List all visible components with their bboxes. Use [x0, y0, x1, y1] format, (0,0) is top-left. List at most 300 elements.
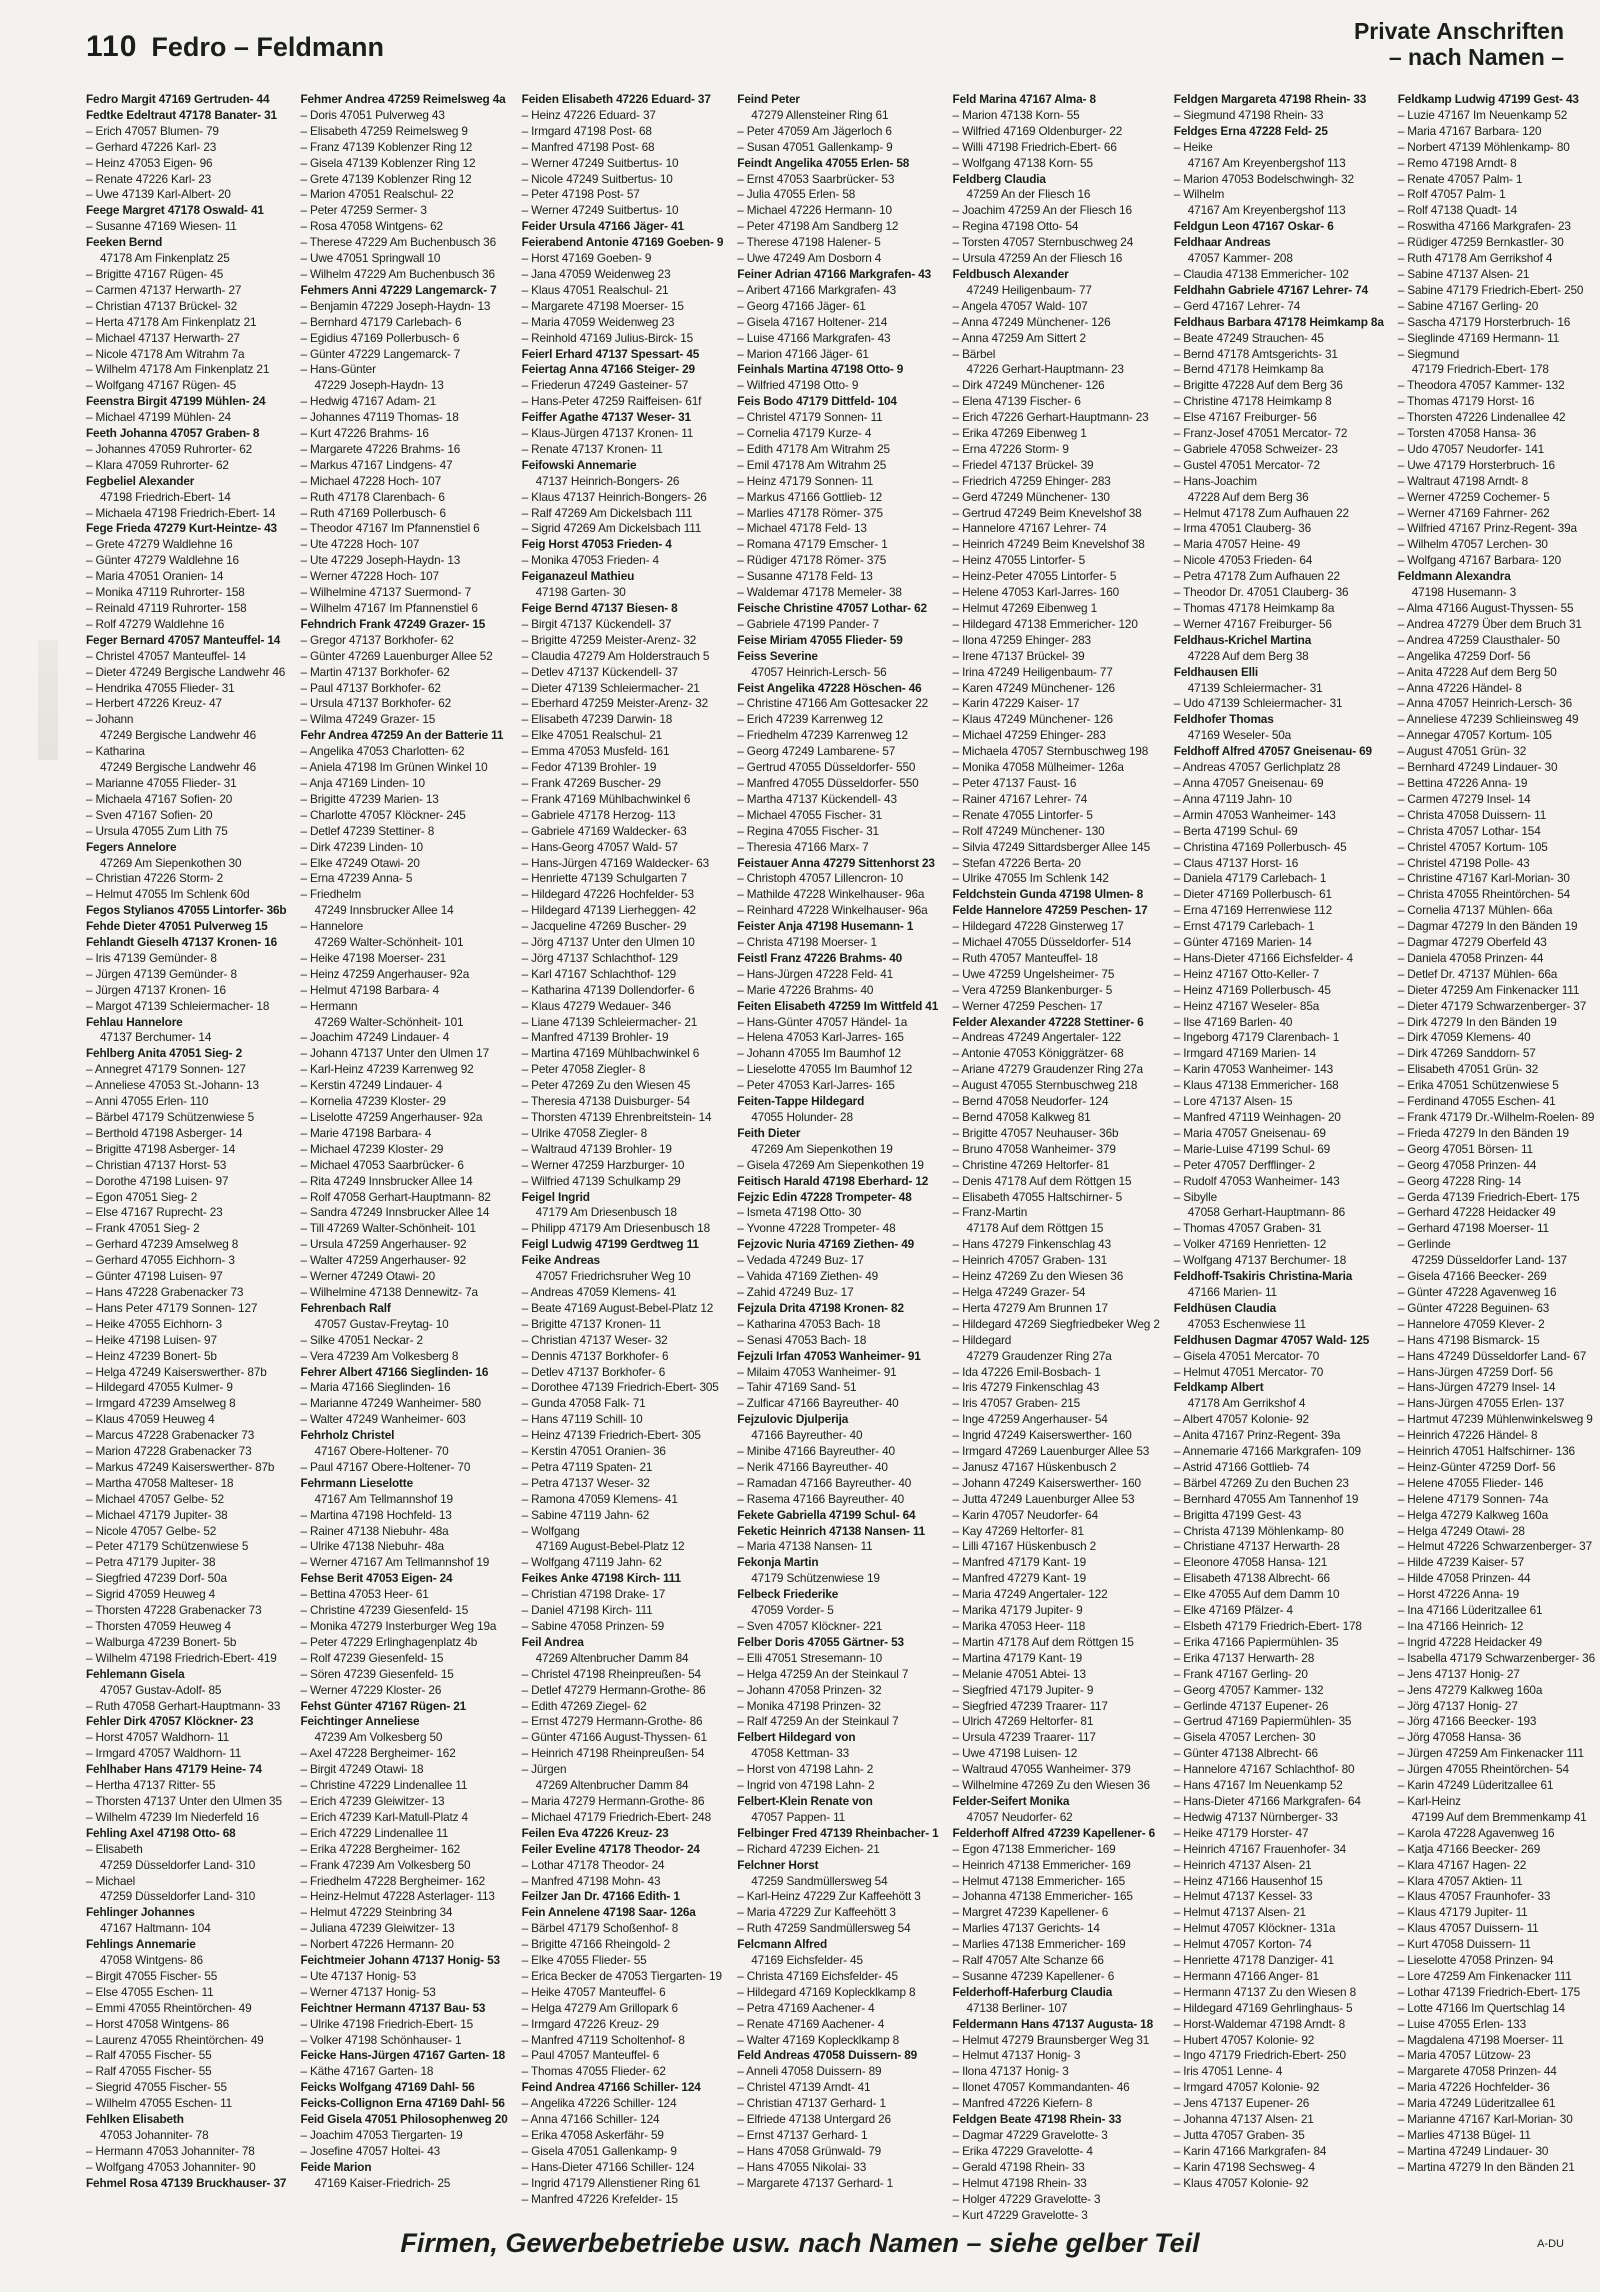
- listing-entry: Feege Margret 47178 Oswald- 41: [86, 203, 264, 218]
- listing-entry: Feldermann Hans 47137 Augusta- 18: [952, 2016, 1154, 2031]
- listing-entry: – Helmut 47051 Mercator- 70: [1173, 1364, 1324, 1379]
- listing-entry: – Daniela 47058 Prinzen- 44: [1397, 950, 1544, 965]
- listing-entry: – Luzie 47167 Im Neuenkamp 52: [1397, 107, 1568, 122]
- listing-entry: – Ariane 47279 Graudenzer Ring 27a: [952, 1062, 1143, 1077]
- listing-entry: – Ramona 47059 Klemens- 41: [521, 1491, 678, 1506]
- listing-entry: – Benjamin 47229 Joseph-Haydn- 13: [300, 298, 491, 313]
- listing-entry: – Ingrid 47249 Kaiserswerther- 160: [952, 1428, 1132, 1443]
- listing-entry: Fedro Margit 47169 Gertruden- 44: [86, 92, 270, 106]
- listing-entry: – Ruth 47169 Pollerbusch- 6: [300, 505, 446, 520]
- listing-entry: – Hans 47167 Im Neuenkamp 52: [1173, 1778, 1343, 1793]
- listing-entry: – Heike 47179 Horster- 47: [1173, 1825, 1309, 1840]
- listing-entry: – Elke 47169 Pfälzer- 4: [1173, 1603, 1293, 1618]
- listing-entry: – Hans-Georg 47057 Wald- 57: [521, 839, 678, 854]
- listing-entry: 47139 Schleiermacher- 31: [1187, 680, 1323, 695]
- listing-entry: – Birgit 47137 Kückendell- 37: [521, 616, 672, 631]
- listing-entry: – Renate 47169 Aachener- 4: [737, 2016, 885, 2031]
- listing-entry: Feldgun Leon 47167 Oskar- 6: [1173, 219, 1334, 234]
- listing-entry: Feigl Ludwig 47199 Gerdtweg 11: [521, 1237, 699, 1252]
- listing-entry: – Helmut 47178 Zum Aufhauen 22: [1173, 505, 1349, 520]
- listing-entry: – Martina 47198 Hochfeld- 13: [300, 1507, 452, 1522]
- listing-entry: – Werner 47137 Honig- 53: [300, 1984, 436, 1999]
- listing-entry: – Beate 47169 August-Bebel-Platz 12: [521, 1300, 714, 1315]
- listing-entry: – Frank 47167 Gerling- 20: [1173, 1666, 1308, 1681]
- listing-entry: – Hans Peter 47179 Sonnen- 127: [86, 1300, 258, 1315]
- listing-entry: – Marika 47053 Heer- 118: [952, 1619, 1086, 1633]
- listing-entry: – Johann 47058 Prinzen- 32: [737, 1682, 882, 1697]
- listing-entry: – Anna 47166 Schiller- 124: [521, 2112, 660, 2127]
- listing-entry: – Marlies 47137 Gerichts- 14: [952, 1921, 1100, 1936]
- listing-entry: – Lilli 47167 Hüskenbusch 2: [952, 1539, 1097, 1554]
- listing-entry: – Elke 47249 Otawi- 20: [300, 855, 420, 870]
- listing-entry: – Detlef Dr. 47137 Mühlen- 66a: [1397, 966, 1558, 981]
- listing-entry: – Gerhard 47198 Moerser- 11: [1397, 1221, 1549, 1236]
- listing-entry: – Romana 47179 Emscher- 1: [737, 537, 888, 552]
- listing-entry: – Karl 47167 Schlachthof- 129: [521, 966, 677, 981]
- listing-entry: – Maria 47279 Hermann-Grothe- 86: [521, 1793, 705, 1808]
- listing-entry: 47198 Husemann- 3: [1411, 585, 1517, 600]
- listing-entry: – Ursula 47137 Borkhofer- 62: [300, 696, 452, 711]
- listing-entry: – Frieda 47279 In den Bänden 19: [1397, 1125, 1569, 1140]
- listing-entry: – Christel 47198 Polle- 43: [1397, 855, 1530, 870]
- listing-entry: – Marion 47053 Bodelschwingh- 32: [1173, 171, 1354, 186]
- listing-entry: – Irene 47137 Brückel- 39: [952, 648, 1085, 663]
- listing-entry: – Klaus 47057 Duissern- 11: [1397, 1921, 1539, 1936]
- listing-entry: – Ralf 47057 Alte Schanze 66: [952, 1953, 1104, 1968]
- listing-entry: – Dennis 47137 Borkhofer- 6: [521, 1348, 669, 1363]
- listing-entry: – Ruth 47178 Clarenbach- 6: [300, 489, 445, 504]
- listing-entry: – Wolfgang 47167 Rügen- 45: [86, 378, 237, 393]
- listing-entry: 47249 Bergische Landwehr 46: [100, 728, 256, 743]
- listing-entry: Feicks-Collignon Erna 47169 Dahl- 56: [300, 2096, 505, 2111]
- listing-entry: Feldhahn Gabriele 47167 Lehrer- 74: [1173, 282, 1368, 297]
- listing-entry: – Bernhard 47179 Carlebach- 6: [300, 314, 462, 329]
- listing-entry: – Hans-Günter: [300, 362, 376, 377]
- listing-entry: – Irina 47249 Heiligenbaum- 77: [952, 664, 1113, 679]
- listing-entry: 47167 Haltmann- 104: [100, 1921, 211, 1936]
- listing-entry: – Edith 47269 Ziegel- 62: [521, 1698, 647, 1713]
- listing-entry: – Gerhard 47055 Eichhorn- 3: [86, 1253, 235, 1268]
- listing-entry: Feldberg Claudia: [952, 171, 1046, 186]
- listing-entry: – Maria 47057 Gneisenau- 69: [1173, 1125, 1326, 1140]
- listing-entry: – Katharina 47139 Dollendorfer- 6: [521, 982, 695, 997]
- listing-entry: – Christian 47137 Weser- 32: [521, 1332, 668, 1347]
- listing-entry: – Maria 47051 Oranien- 14: [86, 569, 224, 584]
- listing-entry: – Michael 47178 Feld- 13: [737, 521, 867, 536]
- listing-entry: – Peter 47198 Am Sandberg 12: [737, 219, 899, 234]
- listing-entry: – Friedhelm 47239 Karrenweg 12: [737, 728, 908, 743]
- listing-entry: – Werner 47249 Suitbertus- 10: [521, 203, 679, 218]
- listing-entry: Feeth Johanna 47057 Graben- 8: [86, 426, 260, 441]
- listing-entry: – Anni 47055 Erlen- 110: [86, 1094, 209, 1109]
- listing-entry: – Heinz 47167 Otto-Keller- 7: [1173, 966, 1320, 981]
- listing-entry: – Nicole 47178 Am Witrahm 7a: [86, 346, 245, 361]
- listing-entry: – Georg 47166 Jäger- 61: [737, 298, 866, 313]
- listing-entry: Fejzulovic Djulperija: [737, 1412, 849, 1427]
- listing-entry: – Joachim 47053 Tiergarten- 19: [300, 2128, 463, 2142]
- listing-entry: – Carmen 47137 Herwarth- 27: [86, 282, 242, 297]
- listing-entry: – Berthold 47198 Asberger- 14: [86, 1125, 243, 1140]
- listing-entry: Feldchstein Gunda 47198 Ulmen- 8: [952, 887, 1144, 902]
- listing-entry: Fege Frieda 47279 Kurt-Heintze- 43: [86, 521, 277, 536]
- listing-entry: – Carmen 47279 Insel- 14: [1397, 791, 1531, 806]
- listing-entry: – Jens 47137 Honig- 27: [1397, 1666, 1520, 1681]
- listing-entry: – Birgit 47055 Fischer- 55: [86, 1968, 218, 1983]
- listing-entry: – Uwe 47139 Karl-Albert- 20: [86, 187, 231, 202]
- listing-entry: – Renate 47057 Palm- 1: [1397, 171, 1523, 186]
- listing-entry: – Dirk 47269 Sanddorn- 57: [1397, 1046, 1536, 1061]
- listing-entry: – Christa 47139 Möhlenkamp- 80: [1173, 1523, 1344, 1538]
- listing-entry: – Helmut 47055 Im Schlenk 60d: [86, 887, 250, 902]
- listing-entry: Fehlemann Gisela: [86, 1666, 185, 1681]
- listing-entry: – Gisela 47057 Lerchen- 30: [1173, 1730, 1316, 1745]
- listing-entry: – Heinrich 47249 Beim Knevelshof 38: [952, 537, 1145, 552]
- listing-entry: – Christian 47226 Storm- 2: [86, 871, 224, 886]
- listing-entry: – Helmut 47138 Emmericher- 165: [952, 1873, 1126, 1888]
- listing-entry: – Petra 47178 Zum Aufhauen 22: [1173, 569, 1340, 584]
- listing-entry: Felder Alexander 47228 Stettiner- 6: [952, 1014, 1144, 1029]
- listing-entry: – Hartmut 47239 Mühlenwinkelsweg 9: [1397, 1412, 1593, 1427]
- listing-entry: – Friedhelm: [300, 887, 362, 902]
- listing-entry: – Christiane 47137 Herwarth- 28: [1173, 1539, 1340, 1554]
- listing-entry: – Hildegard: [952, 1332, 1012, 1347]
- listing-entry: Felbert-Klein Renate von: [737, 1793, 873, 1808]
- listing-entry: 47269 Walter-Schönheit- 101: [314, 1014, 464, 1029]
- listing-entry: – Martin 47137 Borkhofer- 62: [300, 664, 450, 679]
- listing-entry: – Wolfgang: [521, 1523, 580, 1538]
- listing-entry: – Friedel 47137 Brückel- 39: [952, 457, 1094, 472]
- listing-entry: – Werner 47169 Fahrner- 262: [1397, 505, 1550, 520]
- listing-entry: Felderhoff Alfred 47239 Kapellener- 6: [952, 1825, 1156, 1840]
- listing-entry: – Horst-Waldemar 47198 Arndt- 8: [1173, 2016, 1346, 2031]
- listing-entry: Feiertag Anna 47166 Steiger- 29: [521, 362, 695, 377]
- listing-entry: – Wilhelm 47239 Im Niederfeld 16: [86, 1809, 259, 1824]
- listing-entry: – Peter 47179 Schützenwiese 5: [86, 1539, 249, 1554]
- listing-entry: – Mathilde 47228 Winkelhauser- 96a: [737, 887, 925, 902]
- listing-entry: Feeken Bernd: [86, 235, 163, 250]
- listing-entry: – Therese 47198 Halener- 5: [737, 235, 881, 250]
- listing-entry: Fehlberg Anita 47051 Sieg- 2: [86, 1046, 242, 1061]
- listing-entry: – Georg 47228 Ring- 14: [1397, 1173, 1522, 1188]
- listing-entry: – Brigitte 47167 Rügen- 45: [86, 266, 224, 281]
- listing-entry: – Dagmar 47279 Oberfeld 43: [1397, 935, 1547, 950]
- listing-entry: – Annemarie 47166 Markgrafen- 109: [1173, 1444, 1361, 1459]
- listing-entry: – Detlev 47137 Kückendell- 37: [521, 664, 678, 679]
- listing-entry: – Hans 47249 Düsseldorfer Land- 67: [1397, 1348, 1587, 1363]
- listing-entry: – Helga 47259 An der Steinkaul 7: [737, 1666, 909, 1681]
- listing-entry: – Hans-Jürgen 47259 Dorf- 56: [1397, 1364, 1553, 1379]
- listing-entry: – Michael 47239 Kloster- 29: [300, 1141, 444, 1156]
- listing-entry: – Werner 47228 Hoch- 107: [300, 569, 439, 584]
- listing-entry: – Bernd 47178 Heimkamp 8a: [1173, 362, 1324, 377]
- listing-entry: – Marie 47226 Brahms- 40: [737, 982, 874, 997]
- listing-entry: – Sabine 47137 Alsen- 21: [1397, 266, 1530, 281]
- listing-entry: – Reinhold 47169 Julius-Birck- 15: [521, 330, 694, 345]
- listing-entry: Felbeck Friederike: [737, 1587, 839, 1602]
- listing-entry: – Wilhelmine 47137 Suermond- 7: [300, 585, 472, 600]
- listing-entry: – Birgit 47249 Otawi- 18: [300, 1762, 424, 1777]
- listing-entry: – Paul 47137 Borkhofer- 62: [300, 680, 441, 695]
- listing-entry: – Sabine 47167 Gerling- 20: [1397, 298, 1539, 313]
- listing-entry: – Thorsten 47139 Ehrenbreitstein- 14: [521, 1110, 712, 1124]
- listing-entry: Feldkamp Ludwig 47199 Gest- 43: [1397, 92, 1579, 106]
- listing-entry: – Peter 47057 Derfflinger- 2: [1173, 1157, 1315, 1172]
- listing-entry: – Jürgen 47259 Am Finkenacker 111: [1397, 1746, 1584, 1761]
- listing-entry: – Michael 47179 Jupiter- 38: [86, 1507, 228, 1522]
- listing-entry: 47166 Bayreuther- 40: [751, 1428, 863, 1443]
- listing-entry: – Sven 47167 Sofien- 20: [86, 807, 213, 822]
- listing-entry: – Heinrich 47226 Händel- 8: [1397, 1428, 1538, 1443]
- listing-entry: – Margret 47239 Kapellener- 6: [952, 1905, 1109, 1920]
- listing-entry: Fejzuli Irfan 47053 Wanheimer- 91: [737, 1348, 921, 1363]
- listing-entry: – Maria 47249 Angertaler- 122: [952, 1587, 1108, 1602]
- listing-entry: 47169 August-Bebel-Platz 12: [535, 1539, 685, 1554]
- listing-entry: – Helene 47055 Flieder- 146: [1397, 1475, 1544, 1490]
- listing-entry: – Magdalena 47198 Moerser- 11: [1397, 2032, 1564, 2047]
- listing-entry: Feldhusen Dagmar 47057 Wald- 125: [1173, 1332, 1370, 1347]
- listing-entry: Feenstra Birgit 47199 Mühlen- 24: [86, 394, 266, 409]
- listing-entry: – Margot 47139 Schleiermacher- 18: [86, 998, 270, 1013]
- listing-entry: 47259 Düsseldorfer Land- 310: [100, 1857, 256, 1872]
- listing-entry: – Markus 47249 Kaiserswerther- 87b: [86, 1459, 275, 1474]
- listing-entry: – Hans-Peter 47259 Raiffeisen- 61f: [521, 394, 702, 409]
- listing-entry: – Hermann: [300, 998, 358, 1013]
- listing-entry: Fegbeliel Alexander: [86, 473, 195, 488]
- listing-entry: – Dorothee 47139 Friedrich-Ebert- 305: [521, 1380, 719, 1395]
- listing-entry: – Erich 47057 Blumen- 79: [86, 123, 219, 138]
- listing-entry: – Dorothe 47198 Luisen- 97: [86, 1173, 229, 1188]
- listing-entry: – Else 47167 Freiburger- 56: [1173, 410, 1317, 425]
- listing-entry: – Iris 47139 Gemünder- 8: [86, 950, 217, 965]
- listing-entry: – Gerald 47198 Rhein- 33: [952, 2159, 1085, 2174]
- listing-entry: – Sascha 47179 Horsterbruch- 16: [1397, 314, 1571, 329]
- listing-entry: Feldges Erna 47228 Feld- 25: [1173, 123, 1328, 138]
- listing-entry: – Johann 47249 Kaiserswerther- 160: [952, 1475, 1141, 1490]
- side-watermark: [38, 640, 58, 760]
- listing-entry: – Heinz 47166 Hausenhof 15: [1173, 1873, 1323, 1888]
- listing-entry: 47169 Kaiser-Friedrich- 25: [314, 2175, 451, 2190]
- listing-entry: – Alma 47166 August-Thyssen- 55: [1397, 601, 1574, 615]
- listing-entry: – Käthe 47167 Garten- 18: [300, 2064, 434, 2079]
- listing-entry: – Kerstin 47051 Oranien- 36: [521, 1444, 666, 1459]
- listing-entry: – Ruth 47178 Am Gerrikshof 4: [1397, 251, 1553, 266]
- listing-entry: – Katja 47166 Beecker- 269: [1397, 1841, 1541, 1856]
- listing-entry: 47057 Kammer- 208: [1187, 251, 1293, 266]
- listing-entry: – Peter 47058 Ziegler- 8: [521, 1062, 646, 1077]
- listing-entry: – Margarete 47198 Moerser- 15: [521, 298, 684, 313]
- listing-entry: – Walter 47169 Koplecklkamp 8: [737, 2032, 900, 2047]
- listing-entry: – Isabella 47179 Schwarzenberger- 36: [1397, 1650, 1595, 1665]
- listing-entry: – Rolf 47239 Giesenfeld- 15: [300, 1650, 444, 1665]
- listing-entry: – Hermann 47166 Anger- 81: [1173, 1968, 1319, 1983]
- listing-entry: – Marie 47198 Barbara- 4: [300, 1125, 432, 1140]
- listing-entry: Fehlandt Gieselh 47137 Kronen- 16: [86, 935, 278, 950]
- listing-entry: – Margarete 47058 Prinzen- 44: [1397, 2064, 1557, 2079]
- listing-entry: – Nicole 47057 Gelbe- 52: [86, 1523, 217, 1538]
- listing-entry: Feide Marion: [300, 2159, 372, 2174]
- listing-entry: – Elke 47055 Flieder- 55: [521, 1953, 647, 1968]
- listing-entry: Feldhausen Elli: [1173, 664, 1259, 679]
- listing-entry: – Hans-Jürgen 47228 Feld- 41: [737, 966, 894, 981]
- listing-entry: – Maria 47249 Lüderitzallee 61: [1397, 2096, 1556, 2111]
- listing-entry: – Werner 47259 Cochemer- 5: [1397, 489, 1550, 504]
- listing-entry: – Christian 47198 Drake- 17: [521, 1587, 666, 1602]
- listing-column: [737, 92, 938, 2223]
- listing-entry: – Bärbel: [952, 346, 996, 361]
- listing-entry: 47198 Friedrich-Ebert- 14: [100, 489, 231, 504]
- listing-entry: – Christine 47166 Am Gottesacker 22: [737, 696, 929, 711]
- listing-entry: – Johannes 47059 Ruhrorter- 62: [86, 441, 253, 456]
- listing-entry: – Anja 47169 Linden- 10: [300, 775, 425, 790]
- listing-column: [86, 92, 286, 2223]
- listing-entry: – Waltraud 47055 Wanheimer- 379: [952, 1762, 1131, 1777]
- listing-entry: – Josefine 47057 Holtei- 43: [300, 2143, 441, 2158]
- listing-entry: – Marianne 47055 Flieder- 31: [86, 775, 237, 790]
- listing-entry: – Ursula 47259 Angerhauser- 92: [300, 1237, 467, 1252]
- listing-entry: – Siegmund: [1397, 346, 1460, 361]
- listing-entry: – Anna 47259 Am Sittert 2: [952, 330, 1086, 345]
- listing-entry: Feise Miriam 47055 Flieder- 59: [737, 632, 903, 647]
- listing-entry: – Christoph 47057 Lillencron- 10: [737, 871, 903, 886]
- listing-entry: – Marika 47179 Jupiter- 9: [952, 1603, 1083, 1618]
- listing-entry: – Udo 47139 Schleiermacher- 31: [1173, 696, 1343, 711]
- listing-entry: 47269 Altenbrucher Damm 84: [535, 1778, 689, 1793]
- listing-entry: – Hans 47055 Nikolai- 33: [737, 2159, 867, 2174]
- listing-entry: – Rüdiger 47259 Bernkastler- 30: [1397, 235, 1564, 250]
- listing-entry: – Rosa 47058 Wintgens- 62: [300, 219, 443, 234]
- listing-entry: Fejzovic Nuria 47169 Ziethen- 49: [737, 1237, 915, 1252]
- listing-entry: Feldmann Alexandra: [1397, 569, 1511, 584]
- listing-entry: – Ralf 47259 An der Steinkaul 7: [737, 1714, 899, 1729]
- listing-entry: – Uwe 47259 Ungelsheimer- 75: [952, 966, 1115, 981]
- listing-entry: – Gisela 47166 Beecker- 269: [1397, 1269, 1547, 1284]
- listing-entry: – Dieter 47169 Pollerbusch- 61: [1173, 887, 1332, 902]
- listing-entry: – Egon 47051 Sieg- 2: [86, 1189, 198, 1204]
- listing-entry: 47055 Holunder- 28: [751, 1110, 853, 1124]
- listing-entry: – Jörg 47137 Honig- 27: [1397, 1698, 1518, 1713]
- listing-entry: – Renate 47137 Kronen- 11: [521, 441, 663, 456]
- listing-entry: Feldhüsen Claudia: [1173, 1300, 1277, 1315]
- listing-entry: – Liane 47139 Schleiermacher- 21: [521, 1014, 698, 1029]
- listing-entry: – Ernst 47279 Hermann-Grothe- 86: [521, 1714, 703, 1729]
- listing-entry: – Werner 47249 Suitbertus- 10: [521, 155, 679, 170]
- listing-entry: – Gabriele 47178 Herzog- 113: [521, 807, 676, 822]
- listing-entry: – Frank 47169 Mühlbachwinkel 6: [521, 791, 691, 806]
- listing-entry: – Elsbeth 47179 Friedrich-Ebert- 178: [1173, 1619, 1362, 1633]
- listing-entry: – Uwe 47179 Horsterbruch- 16: [1397, 457, 1555, 472]
- listing-entry: – Ulrich 47269 Heltorfer- 81: [952, 1714, 1094, 1729]
- listing-entry: – Walburga 47239 Bonert- 5b: [86, 1634, 237, 1649]
- listing-entry: Fegos Stylianos 47055 Lintorfer- 36b: [86, 903, 287, 918]
- listing-entry: – Henriette 47139 Schulgarten 7: [521, 871, 687, 886]
- page-number: 110: [86, 30, 138, 63]
- listing-entry: – Theodora 47057 Kammer- 132: [1397, 378, 1565, 393]
- listing-entry: Fehling Axel 47198 Otto- 68: [86, 1825, 236, 1840]
- listing-entry: – Till 47269 Walter-Schönheit- 101: [300, 1221, 476, 1236]
- listing-entry: Feilen Eva 47226 Kreuz- 23: [521, 1825, 669, 1840]
- listing-entry: – Heinrich 47198 Rheinpreußen- 54: [521, 1746, 705, 1761]
- listing-entry: – Gunda 47058 Falk- 71: [521, 1396, 646, 1411]
- listing-entry: 47259 Düsseldorfer Land- 137: [1411, 1253, 1567, 1268]
- listing-entry: – Bernd 47178 Amtsgerichts- 31: [1173, 346, 1338, 361]
- listing-entry: – Elisabeth 47051 Grün- 32: [1397, 1062, 1539, 1077]
- listing-entry: – Helmut 47229 Steinbring 34: [300, 1905, 453, 1920]
- listing-entry: – Christel 47057 Kortum- 105: [1397, 839, 1548, 854]
- listing-entry: – Wolfgang 47137 Berchumer- 18: [1173, 1253, 1347, 1268]
- listing-entry: – Angelika 47259 Dorf- 56: [1397, 648, 1531, 663]
- listing-entry: – Therese 47229 Am Buchenbusch 36: [300, 235, 496, 250]
- listing-entry: – Petra 47119 Spaten- 21: [521, 1459, 653, 1474]
- listing-entry: – Frank 47051 Sieg- 2: [86, 1221, 200, 1236]
- listing-entry: – Hendrika 47055 Flieder- 31: [86, 680, 235, 695]
- listing-entry: 47229 Joseph-Haydn- 13: [314, 378, 444, 393]
- listing-entry: Fehrholz Christel: [300, 1428, 395, 1443]
- listing-entry: – Bärbel 47179 Schützenwiese 5: [86, 1110, 254, 1124]
- listing-entry: – Klaus 47059 Heuweg 4: [86, 1412, 215, 1427]
- listing-entry: – Martina 47169 Mühlbachwinkel 6: [521, 1046, 700, 1061]
- listing-entry: Felder-Seifert Monika: [952, 1793, 1070, 1808]
- listing-entry: – Ralf 47055 Fischer- 55: [86, 2064, 212, 2079]
- listing-entry: – Hildegard 47138 Emmericher- 120: [952, 616, 1138, 631]
- listing-entry: – Ruth 47058 Gerhart-Hauptmann- 33: [86, 1698, 281, 1713]
- listing-entry: Feig Horst 47053 Frieden- 4: [521, 537, 672, 552]
- listing-entry: – Christa 47198 Moerser- 1: [737, 935, 877, 950]
- listing-entry: – Kerstin 47249 Lindauer- 4: [300, 1078, 442, 1093]
- listing-entry: – Thomas 47178 Heimkamp 8a: [1173, 601, 1335, 615]
- listing-entry: Fejzula Drita 47198 Kronen- 82: [737, 1300, 904, 1315]
- listing-entry: – Erika 47229 Gravelotte- 4: [952, 2143, 1093, 2158]
- listing-entry: Feist Angelika 47228 Höschen- 46: [737, 680, 922, 695]
- listing-entry: – Elisabeth: [86, 1841, 143, 1856]
- listing-entry: – Siegfried 47239 Dorf- 50a: [86, 1571, 227, 1586]
- listing-entry: – Sabine 47058 Prinzen- 59: [521, 1619, 664, 1633]
- listing-entry: – Ilona 47137 Honig- 3: [952, 2064, 1069, 2079]
- listing-entry: – Reinhard 47228 Winkelhauser- 96a: [737, 903, 928, 918]
- listing-entry: – Erika 47058 Askerfähr- 59: [521, 2128, 664, 2142]
- listing-entry: Fein Annelene 47198 Saar- 126a: [521, 1905, 696, 1920]
- listing-entry: Feldgen Margareta 47198 Rhein- 33: [1173, 92, 1367, 106]
- listing-entry: – Claudia 47279 Am Holderstrauch 5: [521, 648, 710, 663]
- listing-entry: – Klaus-Jürgen 47137 Kronen- 11: [521, 426, 694, 441]
- listing-entry: – Klaus 47138 Emmericher- 168: [1173, 1078, 1339, 1093]
- listing-entry: – Rasema 47166 Bayreuther- 40: [737, 1491, 905, 1506]
- listing-entry: – Astrid 47166 Gottlieb- 74: [1173, 1459, 1310, 1474]
- listing-entry: – Helmut 47198 Rhein- 33: [952, 2175, 1087, 2190]
- listing-entry: – Maria 47138 Nansen- 11: [737, 1539, 873, 1554]
- listing-entry: – Heinz 47226 Eduard- 37: [521, 107, 656, 122]
- listing-entry: – Christina 47169 Pollerbusch- 45: [1173, 839, 1347, 854]
- listing-entry: – Peter 47198 Post- 57: [521, 187, 640, 202]
- listing-entry: – Werner 47167 Am Tellmannshof 19: [300, 1555, 490, 1570]
- listing-entry: 47057 Friedrichsruher Weg 10: [535, 1269, 691, 1284]
- listing-entry: – Yvonne 47228 Trompeter- 48: [737, 1221, 896, 1236]
- listing-entry: – Vahida 47169 Ziethen- 49: [737, 1269, 879, 1284]
- listing-entry: – Nicole 47249 Suitbertus- 10: [521, 171, 673, 186]
- listing-entry: Felber Doris 47055 Gärtner- 53: [737, 1634, 904, 1649]
- listing-entry: – Georg 47051 Börsen- 11: [1397, 1141, 1533, 1156]
- listing-entry: – Lore 47259 Am Finkenacker 111: [1397, 1968, 1572, 1983]
- listing-entry: – Wolfgang 47167 Barbara- 120: [1397, 553, 1562, 568]
- listing-entry: – Erich 47239 Gleiwitzer- 13: [300, 1793, 445, 1808]
- listing-entry: – Günter 47279 Waldlehne 16: [86, 553, 239, 568]
- listing-entry: – Irmgard 47057 Waldhorn- 11: [86, 1746, 242, 1761]
- listing-entry: – Heinz 47169 Pollerbusch- 45: [1173, 982, 1331, 997]
- listing-entry: – Waltraut 47198 Arndt- 8: [1397, 473, 1528, 488]
- listing-entry: 47259 Sandmüllersweg 54: [751, 1873, 888, 1888]
- listing-entry: Fedtke Edeltraut 47178 Banater- 31: [86, 107, 277, 122]
- listing-entry: – Anita 47228 Auf dem Berg 50: [1397, 664, 1557, 679]
- listing-entry: – Cornelia 47137 Mühlen- 66a: [1397, 903, 1553, 918]
